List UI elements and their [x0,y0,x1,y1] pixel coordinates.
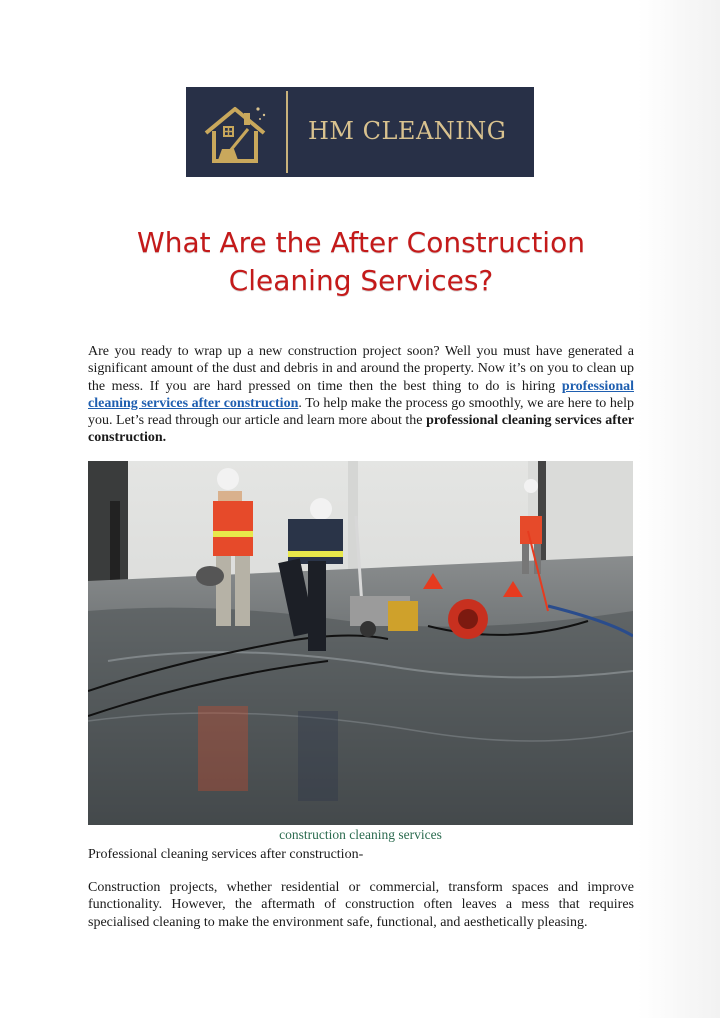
logo-divider [286,91,288,173]
construction-cleaning-photo [88,461,633,825]
house-broom-icon [200,103,270,165]
title-line-2: Cleaning Services? [228,264,494,297]
title-line-1: What Are the After Construction [137,226,585,259]
page-edge-shadow [638,0,720,1018]
cleaning-scene-illustration [88,461,633,825]
body-paragraph: Construction projects, whether residential or commercial, transform spaces and improve functionality. However, the aftermath of construction often leaves a mess that requires specialised cleaning to make the environment safe, functional, and aesthetically pleasing. [88,880,634,930]
services-link[interactable]: professional cleaning services after construction [88,378,634,411]
company-logo [186,87,534,177]
intro-text-1: Are you ready to wrap up a new construction project soon? Well you must have generated a significant amount of the dust and debris in and around the property. Now it’s on you to clean up the mess. If you are hard pressed on time then the best thing to do is hiring [88,344,634,394]
intro-text-2: . To help make the process go smoothly, we are here to help you. Let’s read through our article and learn more about the [88,395,634,429]
section-subheading: Professional cleaning services after construction- [88,847,364,862]
intro-bold-text: professional cleaning services after construction. [88,413,634,446]
image-caption: construction cleaning services [279,827,442,842]
page-title [88,224,634,300]
intro-paragraph [88,343,634,447]
brand-name: HM CLEANING [308,117,507,145]
